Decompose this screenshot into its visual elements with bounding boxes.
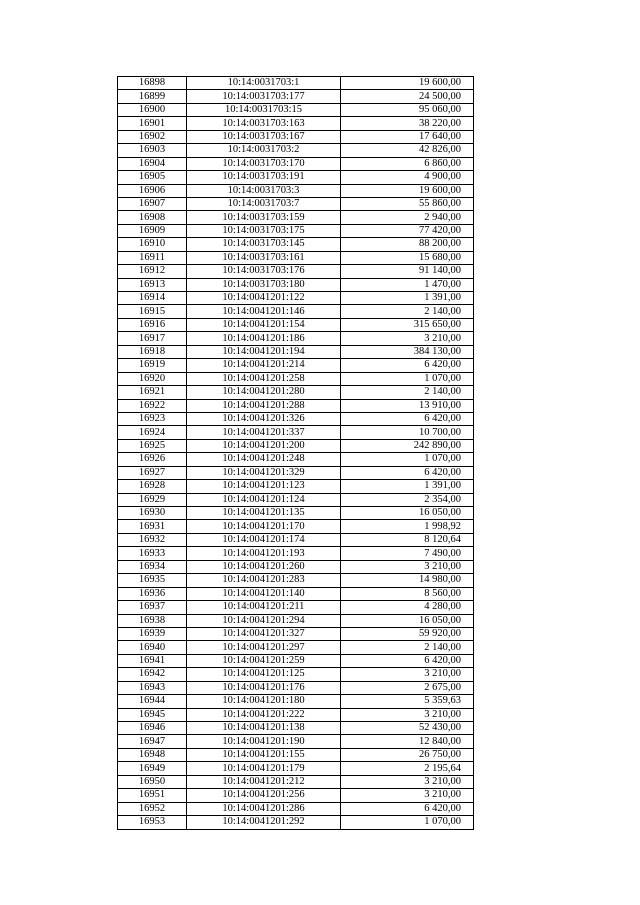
row-number-cell: 16941 bbox=[118, 654, 187, 667]
row-number-cell: 16946 bbox=[118, 722, 187, 735]
table-row bbox=[118, 372, 474, 385]
row-number-cell: 16947 bbox=[118, 735, 187, 748]
cadastral-number-cell: 10:14:0041201:337 bbox=[187, 426, 341, 439]
cadastral-number-cell: 10:14:0041201:122 bbox=[187, 292, 341, 305]
table-row bbox=[118, 681, 474, 694]
table-row bbox=[118, 789, 474, 802]
cadastral-number-cell: 10:14:0041201:170 bbox=[187, 520, 341, 533]
cadastral-number-cell: 10:14:0041201:138 bbox=[187, 722, 341, 735]
row-number-cell: 16899 bbox=[118, 90, 187, 103]
row-number-cell: 16934 bbox=[118, 560, 187, 573]
value-amount-cell: 2 940,00 bbox=[341, 211, 474, 224]
cadastral-number-cell: 10:14:0041201:327 bbox=[187, 627, 341, 640]
row-number-cell: 16932 bbox=[118, 533, 187, 546]
row-number-cell: 16921 bbox=[118, 386, 187, 399]
row-number-cell: 16917 bbox=[118, 332, 187, 345]
cadastral-number-cell: 10:14:0041201:214 bbox=[187, 359, 341, 372]
row-number-cell: 16933 bbox=[118, 547, 187, 560]
row-number-cell: 16902 bbox=[118, 130, 187, 143]
row-number-cell: 16913 bbox=[118, 278, 187, 291]
table-row bbox=[118, 748, 474, 761]
value-amount-cell: 8 560,00 bbox=[341, 587, 474, 600]
value-amount-cell: 19 600,00 bbox=[341, 77, 474, 90]
table-row bbox=[118, 574, 474, 587]
cadastral-number-cell: 10:14:0041201:155 bbox=[187, 748, 341, 761]
row-number-cell: 16948 bbox=[118, 748, 187, 761]
cadastral-number-cell: 10:14:0031703:167 bbox=[187, 130, 341, 143]
value-amount-cell: 1 470,00 bbox=[341, 278, 474, 291]
table-row bbox=[118, 305, 474, 318]
row-number-cell: 16940 bbox=[118, 641, 187, 654]
value-amount-cell: 4 900,00 bbox=[341, 171, 474, 184]
table-row bbox=[118, 439, 474, 452]
value-amount-cell: 384 130,00 bbox=[341, 345, 474, 358]
row-number-cell: 16918 bbox=[118, 345, 187, 358]
value-amount-cell: 2 140,00 bbox=[341, 305, 474, 318]
value-amount-cell: 77 420,00 bbox=[341, 224, 474, 237]
value-amount-cell: 8 120,64 bbox=[341, 533, 474, 546]
table-row bbox=[118, 560, 474, 573]
table-row bbox=[118, 547, 474, 560]
table-row bbox=[118, 117, 474, 130]
row-number-cell: 16951 bbox=[118, 789, 187, 802]
table-row bbox=[118, 251, 474, 264]
value-amount-cell: 315 650,00 bbox=[341, 318, 474, 331]
value-amount-cell: 6 420,00 bbox=[341, 412, 474, 425]
table-row bbox=[118, 722, 474, 735]
table-row bbox=[118, 668, 474, 681]
table-row bbox=[118, 399, 474, 412]
cadastral-number-cell: 10:14:0031703:3 bbox=[187, 184, 341, 197]
value-amount-cell: 26 750,00 bbox=[341, 748, 474, 761]
cadastral-number-cell: 10:14:0041201:154 bbox=[187, 318, 341, 331]
row-number-cell: 16929 bbox=[118, 493, 187, 506]
value-amount-cell: 91 140,00 bbox=[341, 265, 474, 278]
row-number-cell: 16920 bbox=[118, 372, 187, 385]
row-number-cell: 16953 bbox=[118, 816, 187, 829]
value-amount-cell: 4 280,00 bbox=[341, 601, 474, 614]
table-row bbox=[118, 144, 474, 157]
cadastral-number-cell: 10:14:0041201:186 bbox=[187, 332, 341, 345]
value-amount-cell: 6 420,00 bbox=[341, 359, 474, 372]
table-row bbox=[118, 601, 474, 614]
table-row bbox=[118, 90, 474, 103]
value-amount-cell: 17 640,00 bbox=[341, 130, 474, 143]
row-number-cell: 16904 bbox=[118, 157, 187, 170]
row-number-cell: 16901 bbox=[118, 117, 187, 130]
cadastral-number-cell: 10:14:0041201:135 bbox=[187, 507, 341, 520]
value-amount-cell: 242 890,00 bbox=[341, 439, 474, 452]
row-number-cell: 16905 bbox=[118, 171, 187, 184]
table-row bbox=[118, 318, 474, 331]
cadastral-number-cell: 10:14:0031703:163 bbox=[187, 117, 341, 130]
value-amount-cell: 3 210,00 bbox=[341, 332, 474, 345]
row-number-cell: 16937 bbox=[118, 601, 187, 614]
row-number-cell: 16928 bbox=[118, 480, 187, 493]
cadastral-number-cell: 10:14:0031703:15 bbox=[187, 103, 341, 116]
table-row bbox=[118, 641, 474, 654]
cadastral-number-cell: 10:14:0031703:176 bbox=[187, 265, 341, 278]
table-row bbox=[118, 587, 474, 600]
value-amount-cell: 59 920,00 bbox=[341, 627, 474, 640]
cadastral-number-cell: 10:14:0031703:145 bbox=[187, 238, 341, 251]
row-number-cell: 16938 bbox=[118, 614, 187, 627]
row-number-cell: 16939 bbox=[118, 627, 187, 640]
table-row bbox=[118, 775, 474, 788]
value-amount-cell: 14 980,00 bbox=[341, 574, 474, 587]
table-body bbox=[118, 77, 474, 830]
value-amount-cell: 52 430,00 bbox=[341, 722, 474, 735]
cadastral-number-cell: 10:14:0041201:294 bbox=[187, 614, 341, 627]
cadastral-number-cell: 10:14:0031703:177 bbox=[187, 90, 341, 103]
cadastral-number-cell: 10:14:0041201:194 bbox=[187, 345, 341, 358]
table-row bbox=[118, 359, 474, 372]
cadastral-number-cell: 10:14:0041201:256 bbox=[187, 789, 341, 802]
row-number-cell: 16949 bbox=[118, 762, 187, 775]
table-row bbox=[118, 77, 474, 90]
table-row bbox=[118, 211, 474, 224]
cadastral-number-cell: 10:14:0041201:248 bbox=[187, 453, 341, 466]
cadastral-number-cell: 10:14:0031703:161 bbox=[187, 251, 341, 264]
cadastral-number-cell: 10:14:0031703:7 bbox=[187, 197, 341, 210]
table-row bbox=[118, 762, 474, 775]
value-amount-cell: 5 359,63 bbox=[341, 695, 474, 708]
value-amount-cell: 6 420,00 bbox=[341, 802, 474, 815]
row-number-cell: 16931 bbox=[118, 520, 187, 533]
table-row bbox=[118, 265, 474, 278]
cadastral-number-cell: 10:14:0041201:140 bbox=[187, 587, 341, 600]
value-amount-cell: 12 840,00 bbox=[341, 735, 474, 748]
cadastral-number-cell: 10:14:0041201:176 bbox=[187, 681, 341, 694]
cadastral-number-cell: 10:14:0041201:283 bbox=[187, 574, 341, 587]
table-row bbox=[118, 130, 474, 143]
table-row bbox=[118, 238, 474, 251]
value-amount-cell: 13 910,00 bbox=[341, 399, 474, 412]
cadastral-number-cell: 10:14:0041201:329 bbox=[187, 466, 341, 479]
table-row bbox=[118, 453, 474, 466]
value-amount-cell: 16 050,00 bbox=[341, 507, 474, 520]
row-number-cell: 16912 bbox=[118, 265, 187, 278]
cadastral-number-cell: 10:14:0041201:124 bbox=[187, 493, 341, 506]
value-amount-cell: 2 354,00 bbox=[341, 493, 474, 506]
table-row bbox=[118, 480, 474, 493]
row-number-cell: 16935 bbox=[118, 574, 187, 587]
cadastral-number-cell: 10:14:0041201:200 bbox=[187, 439, 341, 452]
value-amount-cell: 3 210,00 bbox=[341, 789, 474, 802]
row-number-cell: 16910 bbox=[118, 238, 187, 251]
table-row bbox=[118, 412, 474, 425]
cadastral-number-cell: 10:14:0041201:297 bbox=[187, 641, 341, 654]
cadastral-number-cell: 10:14:0041201:288 bbox=[187, 399, 341, 412]
cadastral-number-cell: 10:14:0041201:146 bbox=[187, 305, 341, 318]
value-amount-cell: 6 420,00 bbox=[341, 654, 474, 667]
value-amount-cell: 88 200,00 bbox=[341, 238, 474, 251]
row-number-cell: 16908 bbox=[118, 211, 187, 224]
data-table bbox=[117, 76, 474, 830]
cadastral-number-cell: 10:14:0041201:123 bbox=[187, 480, 341, 493]
table-row bbox=[118, 157, 474, 170]
row-number-cell: 16906 bbox=[118, 184, 187, 197]
row-number-cell: 16900 bbox=[118, 103, 187, 116]
cadastral-number-cell: 10:14:0041201:179 bbox=[187, 762, 341, 775]
value-amount-cell: 15 680,00 bbox=[341, 251, 474, 264]
cadastral-number-cell: 10:14:0041201:174 bbox=[187, 533, 341, 546]
row-number-cell: 16930 bbox=[118, 507, 187, 520]
row-number-cell: 16914 bbox=[118, 292, 187, 305]
row-number-cell: 16903 bbox=[118, 144, 187, 157]
cadastral-number-cell: 10:14:0041201:326 bbox=[187, 412, 341, 425]
table-row bbox=[118, 466, 474, 479]
row-number-cell: 16942 bbox=[118, 668, 187, 681]
cadastral-number-cell: 10:14:0041201:193 bbox=[187, 547, 341, 560]
row-number-cell: 16925 bbox=[118, 439, 187, 452]
row-number-cell: 16907 bbox=[118, 197, 187, 210]
value-amount-cell: 2 140,00 bbox=[341, 386, 474, 399]
value-amount-cell: 38 220,00 bbox=[341, 117, 474, 130]
cadastral-number-cell: 10:14:0031703:175 bbox=[187, 224, 341, 237]
row-number-cell: 16945 bbox=[118, 708, 187, 721]
row-number-cell: 16952 bbox=[118, 802, 187, 815]
value-amount-cell: 1 391,00 bbox=[341, 480, 474, 493]
value-amount-cell: 1 998,92 bbox=[341, 520, 474, 533]
value-amount-cell: 16 050,00 bbox=[341, 614, 474, 627]
value-amount-cell: 1 070,00 bbox=[341, 453, 474, 466]
cadastral-number-cell: 10:14:0041201:260 bbox=[187, 560, 341, 573]
row-number-cell: 16943 bbox=[118, 681, 187, 694]
row-number-cell: 16936 bbox=[118, 587, 187, 600]
table-row bbox=[118, 184, 474, 197]
cadastral-number-cell: 10:14:0031703:2 bbox=[187, 144, 341, 157]
row-number-cell: 16898 bbox=[118, 77, 187, 90]
cadastral-number-cell: 10:14:0031703:1 bbox=[187, 77, 341, 90]
table-row bbox=[118, 292, 474, 305]
cadastral-number-cell: 10:14:0031703:180 bbox=[187, 278, 341, 291]
value-amount-cell: 1 070,00 bbox=[341, 372, 474, 385]
row-number-cell: 16915 bbox=[118, 305, 187, 318]
value-amount-cell: 2 140,00 bbox=[341, 641, 474, 654]
table-row bbox=[118, 386, 474, 399]
table-row bbox=[118, 802, 474, 815]
table-row bbox=[118, 614, 474, 627]
cadastral-number-cell: 10:14:0041201:211 bbox=[187, 601, 341, 614]
table-row bbox=[118, 171, 474, 184]
row-number-cell: 16924 bbox=[118, 426, 187, 439]
value-amount-cell: 2 195,64 bbox=[341, 762, 474, 775]
cadastral-number-cell: 10:14:0041201:292 bbox=[187, 816, 341, 829]
value-amount-cell: 1 391,00 bbox=[341, 292, 474, 305]
value-amount-cell: 42 826,00 bbox=[341, 144, 474, 157]
value-amount-cell: 55 860,00 bbox=[341, 197, 474, 210]
value-amount-cell: 3 210,00 bbox=[341, 560, 474, 573]
cadastral-number-cell: 10:14:0041201:212 bbox=[187, 775, 341, 788]
value-amount-cell: 19 600,00 bbox=[341, 184, 474, 197]
value-amount-cell: 10 700,00 bbox=[341, 426, 474, 439]
table-row bbox=[118, 627, 474, 640]
table-row bbox=[118, 708, 474, 721]
value-amount-cell: 2 675,00 bbox=[341, 681, 474, 694]
cadastral-number-cell: 10:14:0041201:190 bbox=[187, 735, 341, 748]
cadastral-number-cell: 10:14:0031703:170 bbox=[187, 157, 341, 170]
table-row bbox=[118, 426, 474, 439]
value-amount-cell: 6 420,00 bbox=[341, 466, 474, 479]
value-amount-cell: 95 060,00 bbox=[341, 103, 474, 116]
table-row bbox=[118, 345, 474, 358]
cadastral-number-cell: 10:14:0041201:222 bbox=[187, 708, 341, 721]
value-amount-cell: 24 500,00 bbox=[341, 90, 474, 103]
value-amount-cell: 3 210,00 bbox=[341, 775, 474, 788]
table-row bbox=[118, 197, 474, 210]
table-row bbox=[118, 103, 474, 116]
row-number-cell: 16923 bbox=[118, 412, 187, 425]
row-number-cell: 16911 bbox=[118, 251, 187, 264]
value-amount-cell: 6 860,00 bbox=[341, 157, 474, 170]
row-number-cell: 16916 bbox=[118, 318, 187, 331]
row-number-cell: 16909 bbox=[118, 224, 187, 237]
row-number-cell: 16919 bbox=[118, 359, 187, 372]
table-row bbox=[118, 520, 474, 533]
table-row bbox=[118, 654, 474, 667]
table-row bbox=[118, 493, 474, 506]
cadastral-number-cell: 10:14:0041201:125 bbox=[187, 668, 341, 681]
cadastral-number-cell: 10:14:0031703:159 bbox=[187, 211, 341, 224]
value-amount-cell: 3 210,00 bbox=[341, 708, 474, 721]
table-row bbox=[118, 695, 474, 708]
value-amount-cell: 1 070,00 bbox=[341, 816, 474, 829]
table-row bbox=[118, 507, 474, 520]
value-amount-cell: 7 490,00 bbox=[341, 547, 474, 560]
table-row bbox=[118, 278, 474, 291]
table-row bbox=[118, 816, 474, 829]
row-number-cell: 16922 bbox=[118, 399, 187, 412]
value-amount-cell: 3 210,00 bbox=[341, 668, 474, 681]
cadastral-number-cell: 10:14:0041201:280 bbox=[187, 386, 341, 399]
cadastral-number-cell: 10:14:0041201:286 bbox=[187, 802, 341, 815]
table-row bbox=[118, 735, 474, 748]
row-number-cell: 16950 bbox=[118, 775, 187, 788]
cadastral-number-cell: 10:14:0041201:258 bbox=[187, 372, 341, 385]
cadastral-number-cell: 10:14:0041201:259 bbox=[187, 654, 341, 667]
cadastral-number-cell: 10:14:0041201:180 bbox=[187, 695, 341, 708]
row-number-cell: 16944 bbox=[118, 695, 187, 708]
table-row bbox=[118, 332, 474, 345]
table-row bbox=[118, 533, 474, 546]
row-number-cell: 16926 bbox=[118, 453, 187, 466]
table-row bbox=[118, 224, 474, 237]
row-number-cell: 16927 bbox=[118, 466, 187, 479]
cadastral-number-cell: 10:14:0031703:191 bbox=[187, 171, 341, 184]
